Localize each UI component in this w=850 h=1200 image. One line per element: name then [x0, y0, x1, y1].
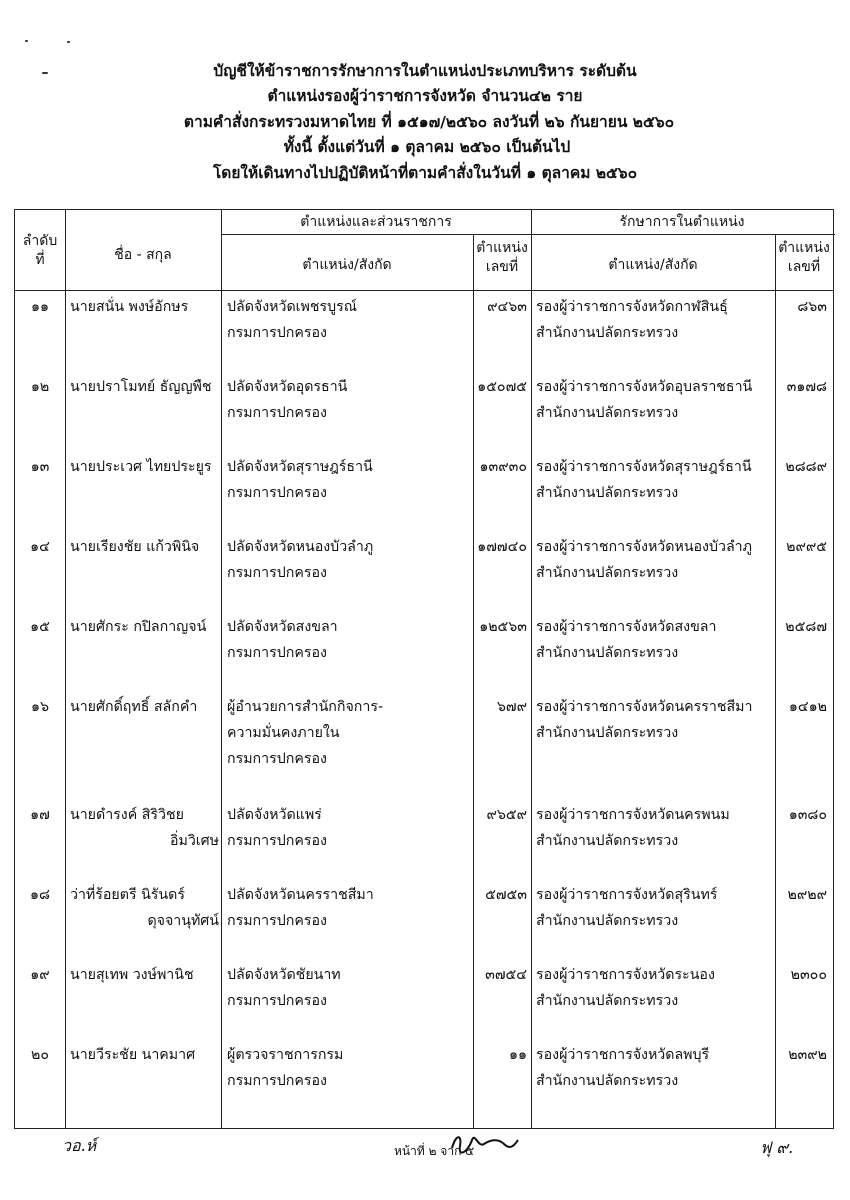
row-current-position-line1: ปลัดจังหวัดอุดรธานี: [227, 379, 348, 395]
row-current-position-line2: กรมการปกครอง: [227, 405, 327, 421]
row-acting-number: ๘๖๓: [797, 299, 827, 315]
scan-speck: [67, 41, 70, 43]
scan-speck: [25, 40, 28, 42]
row-current-position-line2: กรมการปกครอง: [227, 645, 327, 661]
row-name: นายวีระชัย นาคมาศ: [70, 1047, 196, 1063]
header-bottom-rule: [15, 290, 833, 291]
row-seq: ๑๑: [30, 299, 49, 315]
row-seq: ๑๕: [30, 619, 50, 635]
row-acting-position-line2: สำนักงานปลัดกระทรวง: [536, 325, 679, 341]
row-seq: ๑๒: [30, 379, 50, 395]
row-acting-number: ๑๓๘๐: [788, 807, 827, 823]
initials-left: วอ.ห์: [62, 1136, 97, 1155]
row-acting-position-line1: รองผู้ว่าราชการจังหวัดอุบลราชธานี: [536, 379, 753, 395]
title-line-1: บัญชีให้ข้าราชการรักษาการในตำแหน่งประเภทบริหาร ระดับต้น: [213, 62, 637, 80]
row-acting-position-line1: รองผู้ว่าราชการจังหวัดลพบุรี: [536, 1047, 710, 1063]
row-name: นายศักดิ์ฤทธิ์ สลักคำ: [70, 699, 198, 715]
row-acting-position-line2: สำนักงานปลัดกระทรวง: [536, 913, 679, 929]
row-acting-number: ๓๑๗๘: [786, 379, 827, 395]
header-divider: [221, 234, 835, 235]
acting-assignment-table: [14, 209, 834, 1129]
row-acting-position-line2: สำนักงานปลัดกระทรวง: [536, 833, 679, 849]
row-current-position-line2: ความมั่นคงภายใน: [227, 725, 340, 741]
row-current-position-line2: กรมการปกครอง: [227, 993, 327, 1009]
row-acting-position-line1: รองผู้ว่าราชการจังหวัดสุรินทร์: [536, 887, 718, 903]
header-seq: ลำดับ ที่: [22, 233, 58, 268]
row-acting-position-line1: รองผู้ว่าราชการจังหวัดกาฬสินธุ์: [536, 299, 728, 315]
header-acting-position: ตำแหน่ง/สังกัด: [608, 257, 698, 273]
row-current-number: ๙๔๖๓: [487, 299, 527, 315]
row-name: นายศักระ กปิลกาญจน์: [70, 619, 207, 635]
col-divider: [221, 210, 222, 1128]
header-name: ชื่อ - สกุล: [114, 247, 172, 263]
row-current-number: ๑๕๐๗๕: [477, 379, 527, 395]
title-line-5: โดยให้เดินทางไปปฏิบัติหน้าที่ตามคำสั่งในวันที่ ๑ ตุลาคม ๒๕๖๐: [212, 164, 638, 182]
row-current-number: ๑๓๙๓๐: [479, 459, 527, 475]
row-current-number: ๖๗๙: [496, 699, 527, 715]
row-current-position-line1: ปลัดจังหวัดสงขลา: [227, 619, 338, 635]
row-name-line2: อิ่มวิเศษ: [169, 833, 219, 849]
col-divider: [775, 235, 776, 1128]
row-acting-position-line2: สำนักงานปลัดกระทรวง: [536, 405, 679, 421]
row-acting-number: ๒๙๒๙: [787, 887, 827, 903]
row-current-position-line1: ผู้อำนวยการสำนักกิจการ-: [227, 699, 384, 715]
row-current-number: ๑๗๗๔๐: [477, 539, 527, 555]
header-current-number: ตำแหน่ง เลขที่: [476, 240, 528, 275]
row-name: นายดำรงค์ สิริวิชย: [70, 807, 184, 823]
title-line-3: ตามคำสั่งกระทรวงมหาดไทย ที่ ๑๕๑๗/๒๕๖๐ ลงวันที่ ๒๖ กันยายน ๒๕๖๐: [183, 113, 675, 131]
row-seq: ๒๐: [30, 1047, 49, 1063]
row-acting-position-line2: สำนักงานปลัดกระทรวง: [536, 565, 679, 581]
row-current-position-line2: กรมการปกครอง: [227, 325, 327, 341]
row-current-position-line1: ปลัดจังหวัดชัยนาท: [227, 967, 341, 983]
row-acting-position-line1: รองผู้ว่าราชการจังหวัดสุราษฎร์ธานี: [536, 459, 752, 475]
row-seq: ๑๖: [30, 699, 49, 715]
row-acting-number: ๒๓๙๒: [788, 1047, 827, 1063]
row-acting-number: ๒๓๐๐: [790, 967, 827, 983]
row-current-position-line1: ปลัดจังหวัดหนองบัวลำภู: [227, 539, 374, 555]
header-current-group: ตำแหน่งและส่วนราชการ: [300, 214, 452, 230]
row-acting-position-line2: สำนักงานปลัดกระทรวง: [536, 1073, 679, 1089]
row-acting-position-line2: สำนักงานปลัดกระทรวง: [536, 993, 679, 1009]
row-current-position-line2: กรมการปกครอง: [227, 913, 327, 929]
row-acting-position-line1: รองผู้ว่าราชการจังหวัดนครราชสีมา: [536, 699, 753, 715]
row-acting-number: ๒๘๘๙: [785, 459, 827, 475]
row-current-position-line3: กรมการปกครอง: [227, 751, 327, 767]
row-current-number: ๓๗๕๔: [485, 967, 527, 983]
row-current-position-line1: ปลัดจังหวัดเพชรบูรณ์: [227, 299, 357, 315]
row-acting-position-line2: สำนักงานปลัดกระทรวง: [536, 485, 679, 501]
col-divider: [65, 210, 66, 1128]
signature-scribble: [448, 1130, 520, 1156]
row-acting-position-line1: รองผู้ว่าราชการจังหวัดระนอง: [536, 967, 715, 983]
row-current-position-line2: กรมการปกครอง: [227, 1073, 327, 1089]
row-seq: ๑๙: [30, 967, 50, 983]
header-acting-group: รักษาการในตำแหน่ง: [619, 214, 745, 230]
row-current-number: ๑๑: [508, 1047, 527, 1063]
initials-right: ฟุ ๙.: [760, 1138, 794, 1157]
row-acting-number: ๑๔๑๒: [788, 699, 827, 715]
row-name: ว่าที่ร้อยตรี นิรันดร์: [70, 887, 185, 903]
col-divider: [473, 235, 474, 1128]
row-current-position-line2: กรมการปกครอง: [227, 833, 327, 849]
row-name: นายเรียงชัย แก้วพินิจ: [70, 539, 200, 555]
row-seq: ๑๓: [30, 459, 50, 475]
row-name: นายปราโมทย์ ธัญญพืช: [70, 379, 212, 395]
row-name: นายประเวศ ไทยประยูร: [70, 459, 212, 475]
row-acting-position-line1: รองผู้ว่าราชการจังหวัดนครพนม: [536, 807, 730, 823]
row-current-position-line1: ปลัดจังหวัดสุราษฎร์ธานี: [227, 459, 373, 475]
row-acting-number: ๒๕๘๗: [785, 619, 827, 635]
row-acting-position-line1: รองผู้ว่าราชการจังหวัดหนองบัวลำภู: [536, 539, 752, 555]
col-divider: [531, 210, 532, 1128]
header-acting-number: ตำแหน่ง เลขที่: [778, 240, 830, 275]
row-name-line2: ดุจจานุทัศน์: [147, 913, 219, 929]
row-current-position-line1: ปลัดจังหวัดนครราชสีมา: [227, 887, 374, 903]
row-acting-number: ๒๙๙๕: [786, 539, 827, 555]
row-current-number: ๑๒๕๖๓: [479, 619, 527, 635]
title-line-4: ทั้งนี้ ตั้งแต่วันที่ ๑ ตุลาคม ๒๕๖๐ เป็นต้นไป: [283, 138, 571, 156]
row-current-position-line1: ผู้ตรวจราชการกรม: [227, 1047, 344, 1063]
row-acting-position-line2: สำนักงานปลัดกระทรวง: [536, 645, 679, 661]
row-acting-position-line1: รองผู้ว่าราชการจังหวัดสงขลา: [536, 619, 717, 635]
title-line-2: ตำแหน่งรองผู้ว่าราชการจังหวัด จำนวน๔๒ ราย: [267, 87, 583, 105]
row-name: นายสนั่น พงษ์อักษร: [70, 299, 189, 315]
row-current-number: ๕๗๕๓: [485, 887, 527, 903]
row-seq: ๑๔: [30, 539, 50, 555]
row-seq: ๑๘: [30, 887, 50, 903]
row-seq: ๑๗: [30, 807, 50, 823]
page-number: หน้าที่ ๒ จาก ๕: [394, 1144, 475, 1158]
row-acting-position-line2: สำนักงานปลัดกระทรวง: [536, 725, 679, 741]
row-current-position-line2: กรมการปกครอง: [227, 565, 327, 581]
row-current-position-line1: ปลัดจังหวัดแพร่: [227, 807, 322, 823]
row-current-number: ๙๖๕๙: [486, 807, 527, 823]
row-name: นายสุเทพ วงษ์พานิช: [70, 967, 194, 983]
row-current-position-line2: กรมการปกครอง: [227, 485, 327, 501]
header-current-position: ตำแหน่ง/สังกัด: [302, 257, 392, 273]
